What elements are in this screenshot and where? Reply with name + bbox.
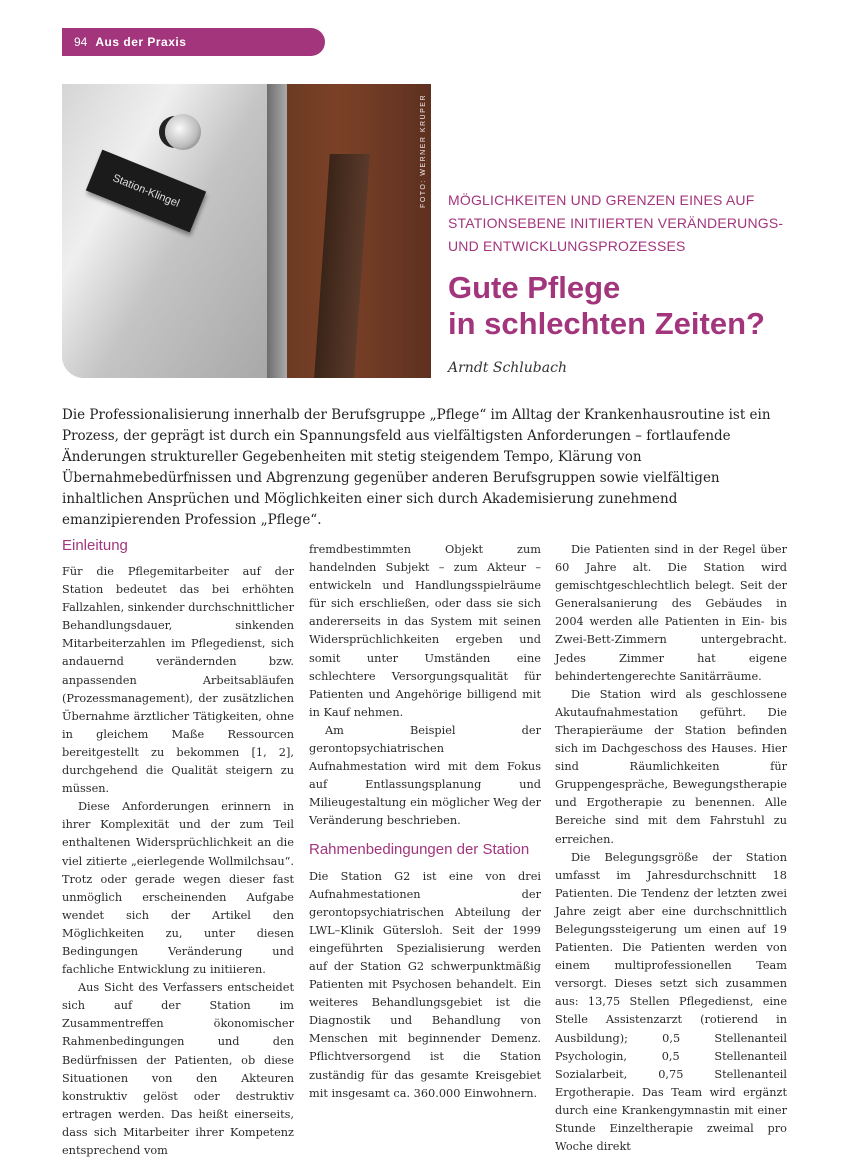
article-photo bbox=[62, 84, 431, 378]
body-column-2 bbox=[309, 541, 541, 1103]
paragraph: Die Station wird als geschlossene Akutaufnahmestation geführt. Die Therapieräume der Station befinden sich im Dachgeschoss des Hauses. Hier sind Räumlichkeiten für Gruppengespräche, Bewegungstherapie und Ergotherapie zu benennen. Alle Bereiche sind mit dem Fahrstuhl zu erreichen. bbox=[555, 687, 787, 846]
paragraph: Für die Pflegemitarbeiter auf der Station bedeutet das bei erhöhten Fallzahlen, sinkender durchschnittlicher Behandlungsdauer, sinkenden Mitarbeiterzahlen im Pflegedienst, sich andauernd verändernden bzw. anpassenden Arbeitsabläufen (Prozessmanagement), der zusätzlichen Übernahme ärztlicher Tätigkeiten, ohne in gleichem Maße Ressourcen bereitgestellt zu bekommen [1, 2], durchgehend die Qualität steigern zu müssen. bbox=[62, 565, 294, 796]
paragraph: Die Station G2 ist eine von drei Aufnahmestationen der gerontopsychiatrischen Abteilung der LWL–Klinik Gütersloh. Seit der 1999 eingeführten Spezialisierung werden auf der Station G2 schwerpunktmäßig Patienten mit Psychosen behandelt. Ein weiteres Behandlungsgebiet ist die Diagnostik und Behandlung von Menschen mit beginnender Demenz. Pflichtversorgend ist die Station zuständig für das gesamte Kreisgebiet mit insgesamt ca. 360.000 Einwohnern. bbox=[309, 869, 541, 1100]
doorbell-button-icon bbox=[165, 114, 201, 150]
paragraph: Die Patienten sind in der Regel über 60 Jahre alt. Die Station wird gemischtgeschlechtlich belegt. Seit der Generalsanierung des Gebäudes in 2004 werden alle Patienten in Ein- bis Zwei-Bett-Zimmern untergebracht. Jedes Zimmer hat eigene behindertengerechte Sanitärräume. bbox=[555, 543, 787, 683]
section-label: Aus der Praxis bbox=[95, 35, 187, 49]
page-header-tab bbox=[62, 28, 325, 56]
article-author: Arndt Schlubach bbox=[448, 360, 567, 376]
photo-nameplate: Station-Klingel bbox=[86, 150, 206, 233]
photo-door-window bbox=[314, 154, 370, 378]
body-column-1 bbox=[62, 536, 294, 1160]
photo-door-frame bbox=[267, 84, 287, 378]
title-line-2: in schlechten Zeiten? bbox=[448, 306, 765, 341]
paragraph: Am Beispiel der gerontopsychiatrischen Aufnahmestation wird mit dem Fokus auf Entlassungsplanung und Milieugestaltung ein möglicher Weg der Veränderung beschrieben. bbox=[309, 723, 541, 828]
paragraph: Diese Anforderungen erinnern in ihrer Komplexität und der zum Teil enthaltenen Widersprüchlichkeit an die viel zitierte „eierlegende Wollmilchsau“. Trotz oder gerade wegen dieser fast unmöglich erscheinenden Aufgabe wendet sich der Artikel den Möglichkeiten zu, unter diesen Bedingungen Veränderung und fachliche Entwicklung zu initiieren. bbox=[62, 800, 294, 977]
heading-einleitung: Einleitung bbox=[62, 537, 128, 554]
paragraph: Die Belegungsgröße der Station umfasst im Jahresdurchschnitt 18 Patienten. Die Tendenz der letzten zwei Jahre zeigt aber eine durchschnittlich Belegungssteigerung um einen auf 19 Patienten. Die Patienten werden von einem multiprofessionellen Team versorgt. Dieses setzt sich zusammen aus: 13,75 Stellen Pflegedienst, eine Stelle Assistenzarzt (rotierend in Ausbildung); 0,5 Stellenanteil Psychologin, 0,5 Stellenanteil Sozialarbeit, 0,75 Stellenanteil Ergotherapie. Das Team wird ergänzt durch eine Krankengymnastin mit einer Stunde Einzeltherapie zweimal pro Woche direkt bbox=[555, 850, 787, 1154]
paragraph: fremdbestimmten Objekt zum handelnden Subjekt – zum Akteur – entwickeln und Handlungsspielräume für sich erschließen, oder dass sie sich andererseits in das System mit seinen Widersprüchlichkeiten ergeben und somit unter Umständen eine schlechtere Versorgungsqualität für Patienten und Angehörige billigend mit in Kauf nehmen. bbox=[309, 543, 541, 719]
article-title bbox=[448, 270, 808, 342]
article-abstract: Die Professionalisierung innerhalb der Berufsgruppe „Pflege“ im Alltag der Krankenhausroutine ist ein Prozess, der geprägt ist durch ein Spannungsfeld aus vielfältigsten Anforderungen – fortlaufende Änderungen struktureller Gegebenheiten mit stetig steigendem Tempo, Klärung von Übernahmebedürfnissen und Abgrenzung gegenüber anderen Berufsgruppen sowie vielfältigen inhaltlichen Ansprüchen und Möglichkeiten einer sich durch Akademisierung zunehmend emanzipierenden Profession „Pflege“. bbox=[62, 407, 771, 528]
title-line-1: Gute Pflege bbox=[448, 270, 621, 305]
heading-rahmenbedingungen: Rahmenbedingungen der Station bbox=[309, 840, 530, 858]
paragraph: Aus Sicht des Verfassers entscheidet sich auf der Station im Zusammentreffen ökonomischer Rahmenbedingungen und den Bedürfnissen der Patienten, ob diese Situationen von den Akteuren konstruktiv gelöst oder destruktiv ertragen werden. Das heißt einerseits, dass sich Mitarbeiter ihrer Kompetenz entsprechend vom bbox=[62, 981, 294, 1157]
article-kicker: MÖGLICHKEITEN UND GRENZEN EINES AUF STATIONSEBENE INITIIERTEN VERÄNDERUNGS- UND ENTWICKLUNGSPROZESSES bbox=[448, 192, 784, 254]
page-number: 94 bbox=[74, 35, 88, 49]
body-column-3 bbox=[555, 541, 787, 1156]
photo-credit: FOTO: WERNER KRÜPER bbox=[420, 94, 427, 208]
